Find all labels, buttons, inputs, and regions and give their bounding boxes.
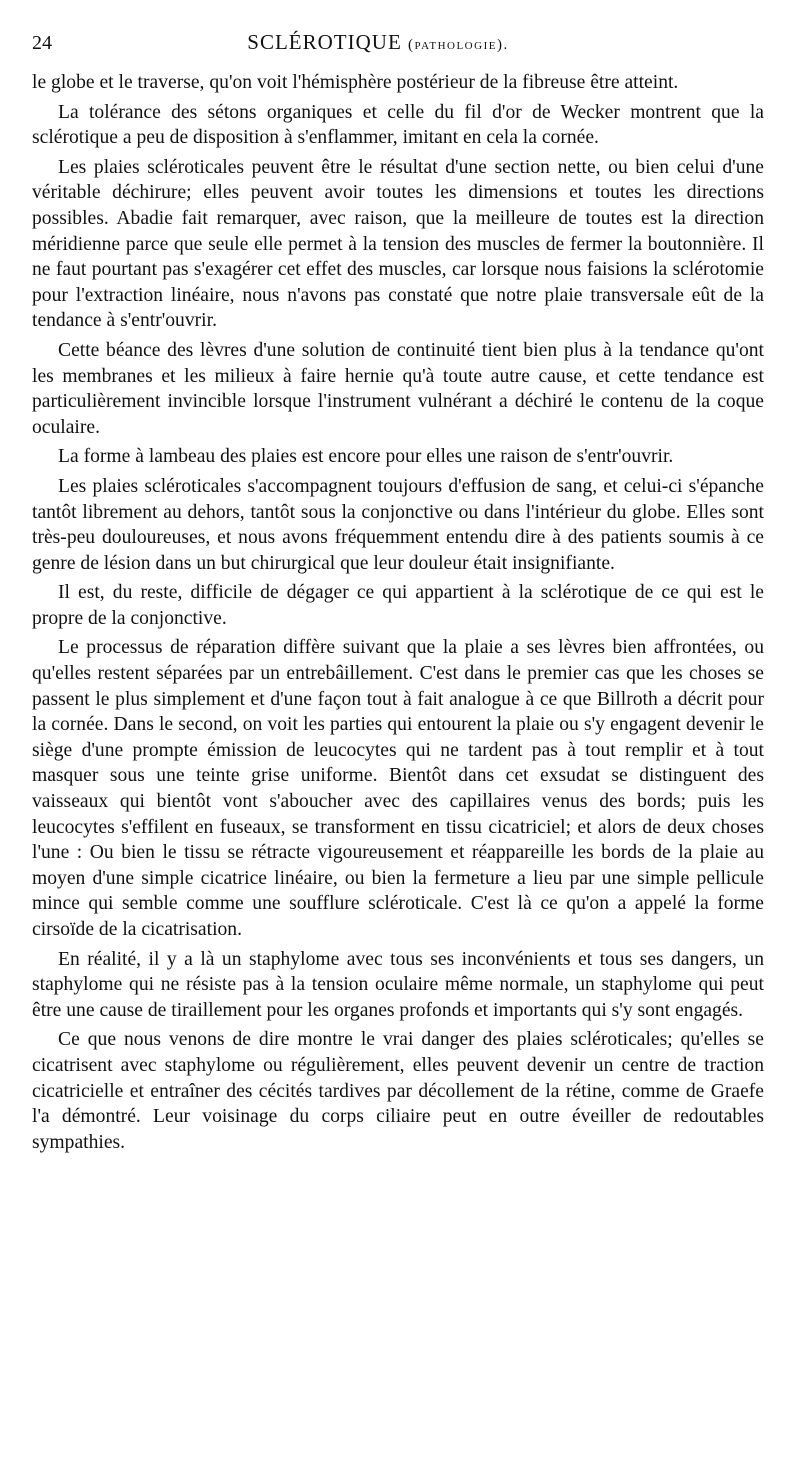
paragraph: La tolérance des sétons organiques et celle du fil d'or de Wecker montrent que la sclérotique a peu de disposition à s'enflammer, imitant en cela la cornée. [32, 101, 764, 149]
paragraph: Le processus de réparation diffère suivant que la plaie a ses lèvres bien affrontées, ou qu'elles restent séparées par un entrebâillement. C'est dans le premier cas que les choses se passent le plus simplement et d'une façon tout à fait analogue à ce que Billroth a décrit pour la cornée. Dans le second, on voit les parties qui entourent la plaie ou s'y engagent devenir le siège d'une prompte émission de leucocytes qui ne tardent pas à tout remplir et à tout masquer sous une teinte grise uniforme. Bientôt dans cet exsudat se distinguent des vaisseaux qui bientôt vont s'aboucher avec des capillaires venus des bords; puis les leucocytes s'effilent en fuseaux, se transforment en tissu cicatriciel; et alors de deux choses l'une : Ou bien le tissu se rétracte vigoureusement et réappareille les bords de la plaie au moyen d'une simple cicatrice linéaire, ou bien la fermeture a lieu par une simple pellicule mince qui semble comme une soufflure scléroticale. C'est là ce qu'on a appelé la forme cirsoïde de la cicatrisation. [32, 637, 764, 940]
paragraph: Les plaies scléroticales peuvent être le résultat d'une section nette, ou bien celui d'une véritable déchirure; elles peuvent avoir toutes les dimensions et toutes les directions possibles. Abadie fait remarquer, avec raison, que la meilleure de toutes est la direction méridienne parce que seule elle permet à la tension des muscles de fermer la boutonnière. Il ne faut pourtant pas s'exagérer cet effet des muscles, car lorsque nous faisions la sclérotomie pour l'extraction linéaire, nous n'avons pas constaté que notre plaie transversale eût de la tendance à s'entr'ouvrir. [32, 156, 764, 332]
paragraph: En réalité, il y a là un staphylome avec tous ses inconvénients et tous ses dangers, un staphylome qui ne résiste pas à la tension oculaire même normale, un staphylome qui peut être une cause de tiraillement pour les organes profonds et importants qui s'y sont engagés. [32, 948, 764, 1021]
running-title [102, 30, 764, 55]
paragraph: Il est, du reste, difficile de dégager ce qui appartient à la sclérotique de ce qui est le propre de la conjonctive. [32, 582, 764, 629]
paragraph: Cette béance des lèvres d'une solution de continuité tient bien plus à la tendance qu'ont les membranes et les milieux à faire hernie qu'à toute autre cause, et cette tendance est particulièrement invincible lorsque l'instrument vulnérant a déchiré le contenu de la coque oculaire. [32, 339, 764, 438]
running-header [32, 30, 764, 70]
paragraph: La forme à lambeau des plaies est encore pour elles une raison de s'entr'ouvrir. [58, 446, 674, 468]
page-number: 24 [32, 32, 52, 54]
paragraph: Ce que nous venons de dire montre le vrai danger des plaies scléroticales; qu'elles se cicatrisent avec staphylome ou régulièrement, elles peuvent devenir un centre de traction cicatricielle et entraîner des cécités tardives par décollement de la rétine, comme de Graefe l'a démontré. Leur voisinage du corps ciliaire peut en outre éveiller de redoutables sympathies. [32, 1029, 764, 1153]
paragraph: le globe et le traverse, qu'on voit l'hémisphère postérieur de la fibreuse être atteint. [32, 72, 679, 93]
body-text [32, 70, 764, 1155]
running-title-subtitle: (pathologie). [408, 37, 509, 53]
paragraph: Les plaies scléroticales s'accompagnent toujours d'effusion de sang, et celui-ci s'épanche tantôt librement au dehors, tantôt sous la conjonctive ou dans l'intérieur du globe. Elles sont très-peu douloureuses, et nous avons fréquemment entendu dire à des patients soumis à ce genre de lésion dans un but chirurgical que leur douleur était insignifiante. [32, 475, 764, 574]
running-title-main: SCLÉROTIQUE [247, 30, 402, 54]
